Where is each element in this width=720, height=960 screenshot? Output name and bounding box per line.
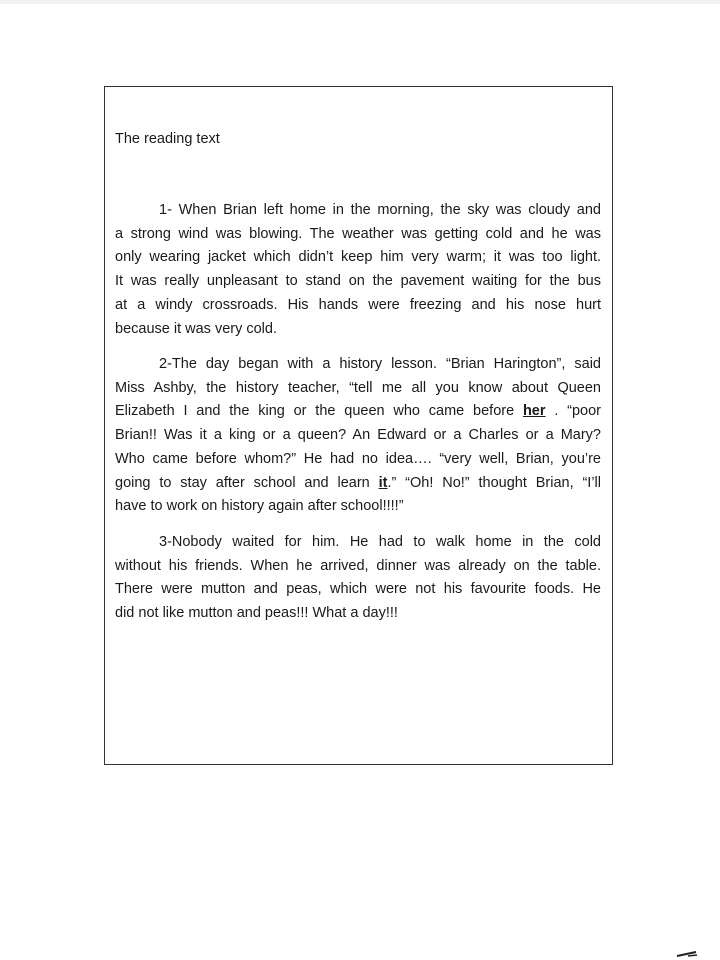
paragraph-1 <box>115 199 601 341</box>
text-segment: Elizabeth I and the king or the queen who came before <box>115 403 523 420</box>
text-segment: . “poor <box>545 403 602 420</box>
text-line: only wearing jacket which didn’t keep him very warm; it was too light. <box>115 249 601 266</box>
text-line: Brian!! Was it a king or a queen? An Edward or a Charles or a Mary? <box>115 427 601 444</box>
text-line <box>115 400 601 424</box>
text-line: at a windy crossroads. His hands were freezing and his nose hurt <box>115 296 601 313</box>
text-segment: going to stay after school and learn <box>115 474 379 491</box>
reading-text-box <box>104 86 613 765</box>
paragraph-3 <box>115 531 601 626</box>
page-top-edge <box>0 0 720 4</box>
text-line: Miss Ashby, the history teacher, “tell me all you know about Queen <box>115 379 601 396</box>
corner-pen-mark-icon <box>676 951 698 957</box>
text-segment: .” “Oh! No!” thought Brian, “I’ll <box>387 474 602 491</box>
reading-text-title: The reading text <box>115 131 220 147</box>
paragraph-2 <box>115 353 601 519</box>
text-line: 1- When Brian left home in the morning, the sky was cloudy and <box>159 202 601 218</box>
text-line: 3-Nobody waited for him. He had to walk home in the cold <box>159 534 601 550</box>
text-line: have to work on history again after school!!!!” <box>115 498 404 515</box>
text-line: 2-The day began with a history lesson. “Brian Harington”, said <box>159 356 601 372</box>
text-line: did not like mutton and peas!!! What a day!!! <box>115 605 398 622</box>
text-line: a strong wind was blowing. The weather was getting cold and he was <box>115 225 601 242</box>
text-line: Who came before whom?” He had no idea…. “very well, Brian, you’re <box>115 450 601 467</box>
text-line <box>115 472 601 496</box>
text-line: It was really unpleasant to stand on the pavement waiting for the bus <box>115 273 601 290</box>
underlined-word-her: her <box>522 403 546 420</box>
text-line: without his friends. When he arrived, dinner was already on the table. <box>115 557 601 574</box>
text-line: There were mutton and peas, which were not his favourite foods. He <box>115 581 601 598</box>
underlined-word-it: it <box>378 474 388 491</box>
text-line: because it was very cold. <box>115 320 277 337</box>
